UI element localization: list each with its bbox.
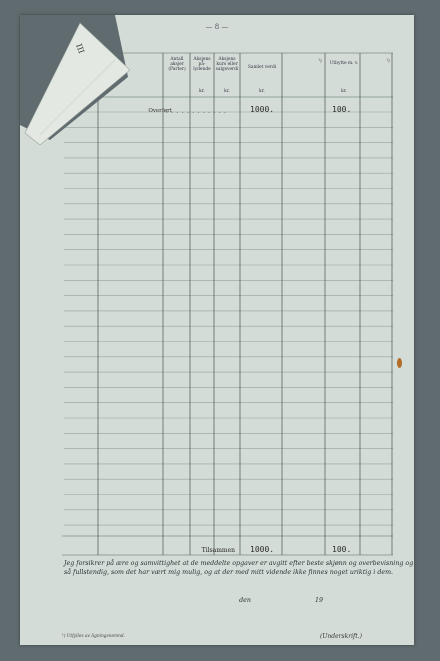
tilsammen-total: 1000.	[250, 545, 275, 554]
date-den-label: den	[239, 597, 251, 604]
folded-corner	[20, 15, 130, 155]
header-col6-footnote: ¹)	[318, 59, 322, 64]
tilsammen-label: Tilsammen	[201, 547, 235, 554]
header-samlet-verdi-unit: kr.	[259, 89, 265, 94]
header-kurs: Aksjens kurs eller salgsverdi	[215, 57, 239, 72]
header-col8-footnote: ¹)	[386, 59, 390, 64]
fold-mark: III	[74, 42, 86, 55]
header-samlet-verdi: Samlet verdi	[247, 65, 277, 70]
declaration-text: Jeg forsikrer på ære og samvittighet at de meddelte opgaver er avgitt efter beste skjønn og overbevisning og så fullstendig, som det har vært mig mulig, og at der med mitt vidende ikke finnes noget uriktig i dem.	[64, 560, 414, 576]
header-palydende: Aksjens på- lydende	[193, 57, 211, 72]
header-antall: Antall aksjer (Parter)	[168, 57, 186, 72]
date-year-label: 19	[315, 597, 324, 604]
header-kurs-unit: kr.	[224, 89, 230, 94]
overfort-label: Overført	[148, 108, 172, 114]
page-number: — 8 —	[205, 23, 229, 31]
footnote: ¹) Utfylles av ligningsnemnd.	[62, 634, 125, 639]
overfort-dots: - - - - - - - - - - - -	[166, 110, 227, 116]
header-palydende-unit: kr.	[199, 89, 205, 94]
signature-label: (Underskrift.)	[320, 633, 362, 640]
overfort-total: 1000.	[250, 105, 275, 114]
overfort-utbytte: 100.	[332, 105, 352, 114]
header-utbytte: Utbytte m. v.	[329, 61, 359, 66]
header-utbytte-unit: kr.	[341, 89, 347, 94]
tilsammen-utbytte: 100.	[332, 545, 352, 554]
rust-stain	[397, 358, 402, 368]
